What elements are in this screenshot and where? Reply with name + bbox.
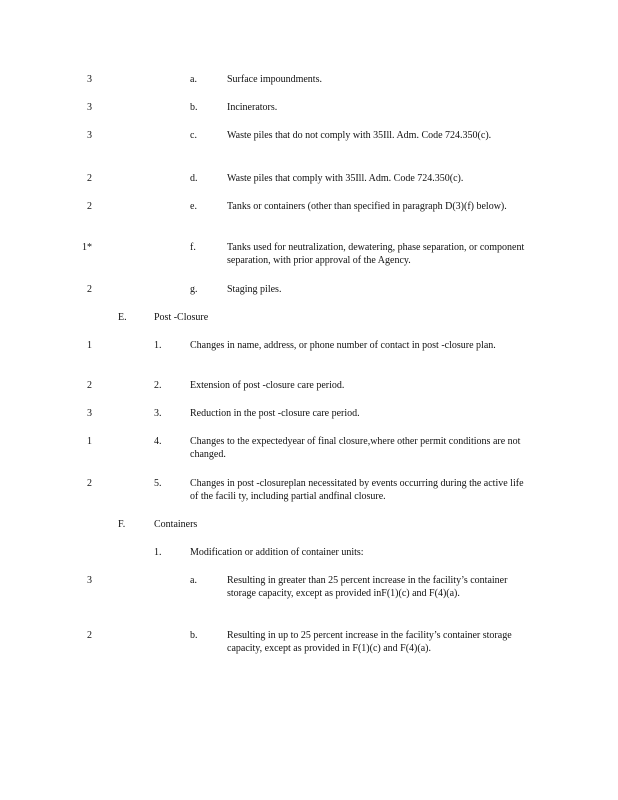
item-text: Resulting in greater than 25 percent increase in the facility’s container storage capacity, except as provided inF(1)(c) and F(4)(a). — [227, 575, 508, 599]
class-number: 3 — [87, 74, 92, 85]
section-title: Post -Closure — [154, 312, 209, 323]
item-text: Changes to the expectedyear of final closure,where other permit conditions are not changed. — [190, 436, 521, 460]
item-marker: c. — [190, 130, 197, 141]
item-text: Tanks or containers (other than specified in paragraph D(3)(f) below). — [227, 201, 507, 212]
item-marker: d. — [190, 173, 198, 184]
item-marker: b. — [190, 630, 198, 641]
item-marker: 4. — [154, 436, 162, 447]
item-text: Waste piles that do not comply with 35Ill. Adm. Code 724.350(c). — [227, 130, 492, 141]
item-marker: 1. — [154, 340, 162, 351]
item-marker: g. — [190, 284, 198, 295]
class-number: 3 — [87, 102, 92, 113]
item-text: Incinerators. — [227, 102, 278, 113]
class-number: 2 — [87, 201, 92, 212]
class-number: 2 — [87, 630, 92, 641]
item-text: Reduction in the post -closure care period. — [190, 408, 360, 419]
item-text: Tanks used for neutralization, dewatering, phase separation, or component separation, with prior approval of the Agency. — [227, 242, 525, 266]
class-number: 2 — [87, 380, 92, 391]
item-marker: a. — [190, 575, 197, 586]
class-number: 1* — [82, 242, 92, 253]
item-text: Modification or addition of container units: — [190, 547, 364, 558]
item-marker: 5. — [154, 478, 162, 489]
section-title: Containers — [154, 519, 198, 530]
item-marker: 3. — [154, 408, 162, 419]
item-text: Extension of post -closure care period. — [190, 380, 345, 391]
item-marker: 2. — [154, 380, 162, 391]
class-number: 1 — [87, 436, 92, 447]
section-marker: E. — [118, 312, 127, 323]
item-text: Waste piles that comply with 35Ill. Adm. Code 724.350(c). — [227, 173, 464, 184]
class-number: 2 — [87, 173, 92, 184]
item-marker: b. — [190, 102, 198, 113]
class-number: 3 — [87, 575, 92, 586]
item-text: Resulting in up to 25 percent increase in the facility’s container storage capacity, except as provided in F(1)(c) and F(4)(a). — [227, 630, 512, 654]
class-number: 2 — [87, 284, 92, 295]
section-marker: F. — [118, 519, 126, 530]
class-number: 3 — [87, 130, 92, 141]
item-text: Surface impoundments. — [227, 74, 322, 85]
item-marker: f. — [190, 242, 196, 253]
item-marker: e. — [190, 201, 197, 212]
item-text: Changes in name, address, or phone number of contact in post -closure plan. — [190, 340, 496, 351]
item-marker: 1. — [154, 547, 162, 558]
item-text: Changes in post -closureplan necessitated by events occurring during the active life of the facili ty, including partial andfinal closure. — [190, 478, 524, 502]
class-number: 1 — [87, 340, 92, 351]
class-number: 2 — [87, 478, 92, 489]
item-text: Staging piles. — [227, 284, 282, 295]
class-number: 3 — [87, 408, 92, 419]
item-marker: a. — [190, 74, 197, 85]
